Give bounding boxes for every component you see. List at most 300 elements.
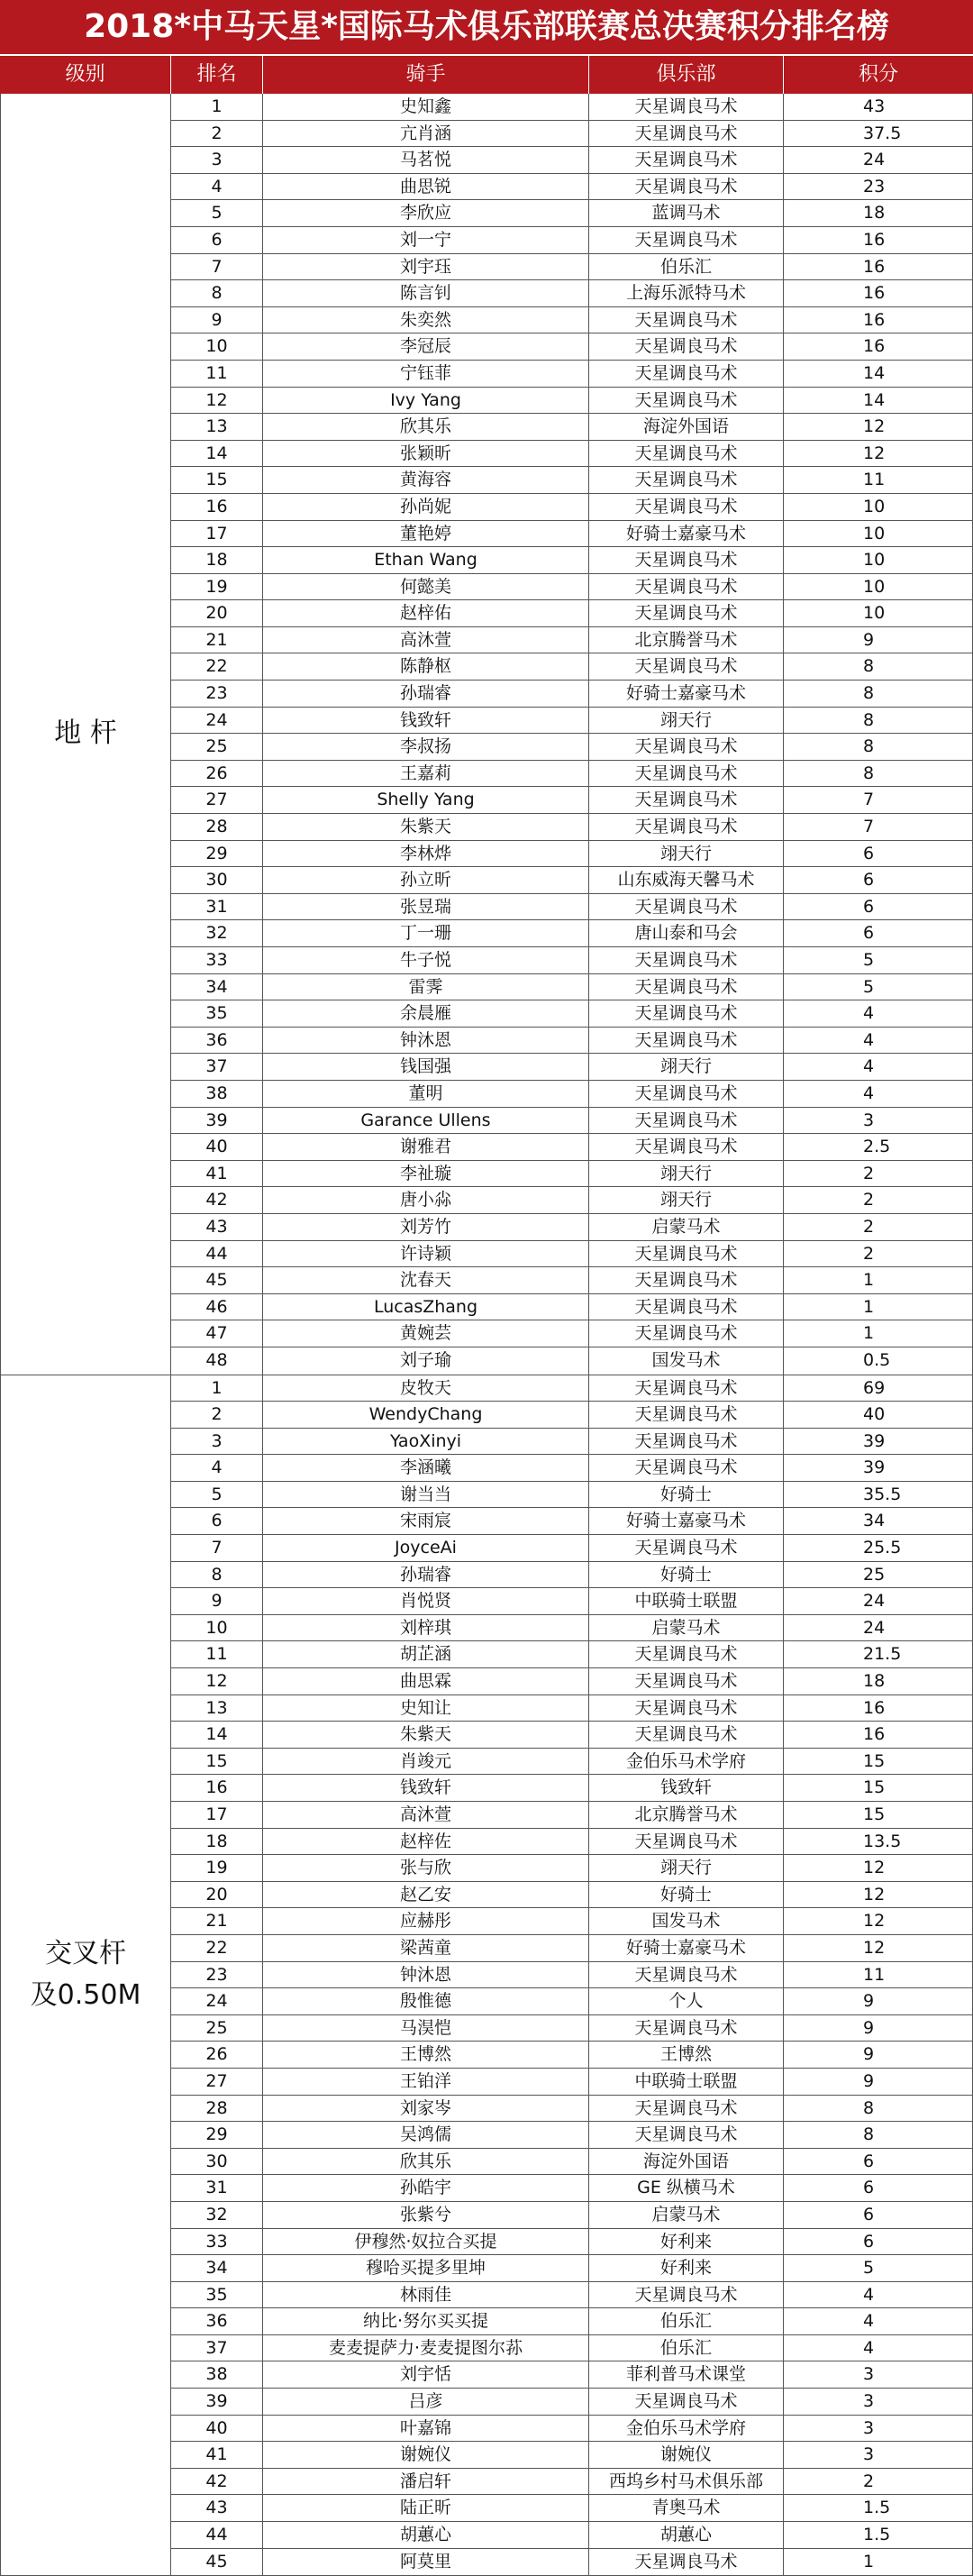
rank-cell: 31 [171, 894, 263, 920]
club-cell: 天星调良马术 [589, 1429, 784, 1455]
table-row [171, 1855, 973, 1882]
rank-cell: 36 [171, 2308, 263, 2334]
table-row [171, 94, 973, 121]
score-cell: 8 [784, 681, 973, 707]
club-cell: 天星调良马术 [589, 2549, 784, 2576]
club-cell: 蓝调马术 [589, 200, 784, 226]
table-row [171, 814, 973, 841]
table-row [171, 2416, 973, 2443]
club-cell: 天星调良马术 [589, 2389, 784, 2415]
score-cell: 4 [784, 2335, 973, 2361]
table-row [171, 280, 973, 307]
rider-cell: 李叔扬 [263, 734, 589, 760]
club-cell: 天星调良马术 [589, 1641, 784, 1667]
rank-cell: 47 [171, 1320, 263, 1347]
rider-cell: 刘宇珏 [263, 254, 589, 280]
rank-cell: 34 [171, 2255, 263, 2281]
table-row [171, 1988, 973, 2015]
club-cell: 好骑士嘉豪马术 [589, 1508, 784, 1534]
score-cell: 8 [784, 2096, 973, 2122]
table-row [171, 521, 973, 548]
score-cell: 6 [784, 2202, 973, 2228]
rank-cell: 1 [171, 94, 263, 120]
rank-cell: 39 [171, 2389, 263, 2415]
ranking-table [0, 94, 973, 2576]
club-cell: 天星调良马术 [589, 227, 784, 253]
rank-cell: 44 [171, 2522, 263, 2548]
club-cell: 天星调良马术 [589, 467, 784, 493]
rank-cell: 35 [171, 1000, 263, 1027]
club-cell: 菲利普马术课堂 [589, 2361, 784, 2388]
rank-cell: 11 [171, 1641, 263, 1667]
club-cell: 好骑士嘉豪马术 [589, 521, 784, 547]
rider-cell: 张与欣 [263, 1855, 589, 1881]
club-cell: 天星调良马术 [589, 2015, 784, 2042]
score-cell: 6 [784, 2149, 973, 2175]
rider-cell: Shelly Yang [263, 787, 589, 813]
rank-cell: 1 [171, 1375, 263, 1402]
club-cell: 伯乐汇 [589, 2335, 784, 2361]
rank-cell: 13 [171, 1695, 263, 1722]
club-cell: 谢婉仪 [589, 2442, 784, 2468]
rider-cell: 李欣应 [263, 200, 589, 226]
rank-cell: 5 [171, 200, 263, 226]
rider-cell: 胡蕙心 [263, 2522, 589, 2548]
rider-cell: 纳比·努尔买买提 [263, 2308, 589, 2334]
table-row [171, 841, 973, 868]
club-cell: 西坞乡村马术俱乐部 [589, 2469, 784, 2495]
score-cell: 12 [784, 1935, 973, 1961]
rank-cell: 39 [171, 1108, 263, 1134]
club-cell: 天星调良马术 [589, 947, 784, 973]
rider-cell: 刘宇恬 [263, 2361, 589, 2388]
rider-cell: 王铂洋 [263, 2069, 589, 2095]
club-cell: 天星调良马术 [589, 2096, 784, 2122]
rider-cell: JoyceAi [263, 1535, 589, 1561]
rider-cell: 黄婉芸 [263, 1320, 589, 1347]
rank-cell: 14 [171, 1722, 263, 1748]
rank-cell: 45 [171, 2549, 263, 2576]
rider-cell: 王博然 [263, 2042, 589, 2068]
rank-cell: 2 [171, 1402, 263, 1428]
table-row [171, 2229, 973, 2256]
club-cell: 天星调良马术 [589, 814, 784, 840]
club-cell: 天星调良马术 [589, 1829, 784, 1855]
rank-cell: 44 [171, 1241, 263, 1267]
score-cell: 24 [784, 147, 973, 173]
rider-cell: 唐小尛 [263, 1187, 589, 1213]
score-cell: 9 [784, 2069, 973, 2095]
table-row [171, 974, 973, 1001]
score-cell: 10 [784, 600, 973, 626]
club-cell: 天星调良马术 [589, 974, 784, 1000]
club-cell: 好骑士 [589, 1882, 784, 1908]
score-cell: 2 [784, 1214, 973, 1240]
club-cell: 翊天行 [589, 1161, 784, 1187]
club-cell: 上海乐派特马术 [589, 280, 784, 306]
rider-cell: 李涵曦 [263, 1455, 589, 1481]
table-row [171, 200, 973, 227]
table-row [171, 1508, 973, 1535]
table-row [171, 2442, 973, 2469]
score-cell: 8 [784, 708, 973, 734]
table-row [171, 1668, 973, 1695]
rank-cell: 17 [171, 521, 263, 547]
score-cell: 3 [784, 1108, 973, 1134]
club-cell: 天星调良马术 [589, 734, 784, 760]
rider-cell: 高沐萱 [263, 1802, 589, 1828]
rank-cell: 29 [171, 2122, 263, 2148]
club-cell: 启蒙马术 [589, 2202, 784, 2228]
rider-cell: 谢婉仪 [263, 2442, 589, 2468]
header-club: 俱乐部 [589, 56, 784, 94]
club-cell: 山东威海天馨马术 [589, 867, 784, 893]
club-cell: 天星调良马术 [589, 94, 784, 120]
rank-cell: 9 [171, 307, 263, 333]
club-cell: 启蒙马术 [589, 1615, 784, 1641]
rank-cell: 32 [171, 920, 263, 946]
score-cell: 10 [784, 547, 973, 573]
score-cell: 21.5 [784, 1641, 973, 1667]
rider-cell: 孙立昕 [263, 867, 589, 893]
rank-cell: 42 [171, 1187, 263, 1213]
table-row [171, 1429, 973, 1456]
table-row [171, 894, 973, 921]
table-row [171, 2122, 973, 2149]
rank-cell: 28 [171, 814, 263, 840]
club-cell: 天星调良马术 [589, 174, 784, 200]
club-cell: 好利来 [589, 2229, 784, 2255]
rider-cell: 皮牧天 [263, 1375, 589, 1402]
score-cell: 12 [784, 441, 973, 467]
rank-cell: 21 [171, 627, 263, 653]
club-cell: 天星调良马术 [589, 1695, 784, 1722]
table-row [171, 361, 973, 388]
club-cell: 天星调良马术 [589, 894, 784, 920]
rider-cell: 马淏恺 [263, 2015, 589, 2042]
header-level: 级别 [0, 56, 171, 94]
score-cell: 10 [784, 494, 973, 520]
club-cell: 海淀外国语 [589, 2149, 784, 2175]
rider-cell: 谢当当 [263, 1482, 589, 1508]
rank-cell: 24 [171, 1988, 263, 2014]
score-cell: 35.5 [784, 1482, 973, 1508]
rider-cell: 陈言钊 [263, 280, 589, 306]
rider-cell: 雷霁 [263, 974, 589, 1000]
score-cell: 8 [784, 734, 973, 760]
club-cell: 天星调良马术 [589, 147, 784, 173]
score-cell: 16 [784, 307, 973, 333]
rank-cell: 27 [171, 787, 263, 813]
rank-cell: 40 [171, 1134, 263, 1160]
header-score: 积分 [784, 56, 973, 94]
rank-cell: 26 [171, 2042, 263, 2068]
rider-cell: 朱紫天 [263, 814, 589, 840]
score-cell: 15 [784, 1749, 973, 1775]
rank-cell: 36 [171, 1028, 263, 1054]
table-row [171, 2308, 973, 2335]
rider-cell: 宁钰菲 [263, 361, 589, 387]
score-cell: 12 [784, 1882, 973, 1908]
score-cell: 39 [784, 1429, 973, 1455]
rank-cell: 43 [171, 1214, 263, 1240]
rider-cell: 麦麦提萨力·麦麦提图尔荪 [263, 2335, 589, 2361]
rider-cell: LucasZhang [263, 1294, 589, 1320]
table-row [171, 2255, 973, 2282]
rider-cell: 朱奕然 [263, 307, 589, 333]
rank-cell: 9 [171, 1588, 263, 1614]
club-cell: 天星调良马术 [589, 1294, 784, 1320]
table-row [171, 147, 973, 174]
rider-cell: 亢肖涵 [263, 121, 589, 147]
score-cell: 4 [784, 1054, 973, 1080]
rider-cell: 钟沐恩 [263, 1028, 589, 1054]
table-row [171, 1908, 973, 1935]
table-row [171, 1134, 973, 1161]
rank-cell: 21 [171, 1908, 263, 1934]
rider-cell: 张昱瑞 [263, 894, 589, 920]
score-cell: 1.5 [784, 2522, 973, 2548]
rank-cell: 20 [171, 1882, 263, 1908]
score-cell: 7 [784, 787, 973, 813]
score-cell: 8 [784, 653, 973, 680]
rank-cell: 30 [171, 867, 263, 893]
club-cell: 翊天行 [589, 1855, 784, 1881]
rider-cell: 肖悦贤 [263, 1588, 589, 1614]
table-row [171, 681, 973, 708]
score-cell: 9 [784, 1988, 973, 2014]
club-cell: 北京腾誉马术 [589, 1802, 784, 1828]
score-cell: 8 [784, 2122, 973, 2148]
rank-cell: 37 [171, 1054, 263, 1080]
table-row [171, 227, 973, 254]
score-cell: 2 [784, 1241, 973, 1267]
score-cell: 4 [784, 2308, 973, 2334]
rank-cell: 25 [171, 734, 263, 760]
table-row [171, 1267, 973, 1294]
table-row [171, 1482, 973, 1509]
rank-cell: 3 [171, 147, 263, 173]
score-cell: 11 [784, 1962, 973, 1988]
rider-cell: 阿莫里 [263, 2549, 589, 2576]
rank-cell: 22 [171, 1935, 263, 1961]
table-row [171, 761, 973, 788]
score-cell: 18 [784, 200, 973, 226]
table-row [171, 1161, 973, 1188]
club-cell: 翊天行 [589, 1187, 784, 1213]
rank-cell: 23 [171, 1962, 263, 1988]
rider-cell: 高沐萱 [263, 627, 589, 653]
rank-cell: 28 [171, 2096, 263, 2122]
rider-cell: 史知鑫 [263, 94, 589, 120]
rank-cell: 7 [171, 254, 263, 280]
rank-cell: 12 [171, 388, 263, 414]
score-cell: 1 [784, 1294, 973, 1320]
table-row [171, 2149, 973, 2176]
rider-cell: 谢雅君 [263, 1134, 589, 1160]
table-row [171, 2096, 973, 2123]
club-cell: 天星调良马术 [589, 1000, 784, 1027]
group-rows [171, 1375, 973, 2576]
rider-cell: 史知让 [263, 1695, 589, 1722]
table-row [171, 388, 973, 415]
score-cell: 10 [784, 574, 973, 600]
rider-cell: 刘芳竹 [263, 1214, 589, 1240]
rank-cell: 8 [171, 280, 263, 306]
rank-cell: 6 [171, 227, 263, 253]
rider-cell: 赵乙安 [263, 1882, 589, 1908]
score-cell: 4 [784, 2282, 973, 2308]
rank-cell: 29 [171, 841, 263, 867]
club-cell: 天星调良马术 [589, 1134, 784, 1160]
table-row [171, 2042, 973, 2069]
rider-cell: 董明 [263, 1081, 589, 1107]
rider-cell: 余晨雁 [263, 1000, 589, 1027]
score-cell: 16 [784, 280, 973, 306]
club-cell: 国发马术 [589, 1347, 784, 1375]
rider-cell: 黄海容 [263, 467, 589, 493]
rank-cell: 34 [171, 974, 263, 1000]
score-cell: 13.5 [784, 1829, 973, 1855]
club-cell: 好利来 [589, 2255, 784, 2281]
rank-cell: 19 [171, 1855, 263, 1881]
club-cell: 伯乐汇 [589, 2308, 784, 2334]
table-row [171, 947, 973, 974]
score-cell: 25 [784, 1562, 973, 1588]
rider-cell: 欣其乐 [263, 414, 589, 440]
club-cell: 伯乐汇 [589, 254, 784, 280]
score-cell: 1 [784, 1320, 973, 1347]
rank-cell: 15 [171, 467, 263, 493]
score-cell: 24 [784, 1615, 973, 1641]
score-cell: 6 [784, 841, 973, 867]
group-rows [171, 94, 973, 1375]
rider-cell: 孙皓宇 [263, 2175, 589, 2201]
rider-cell: 潘启轩 [263, 2469, 589, 2495]
rank-cell: 2 [171, 121, 263, 147]
rank-cell: 41 [171, 2442, 263, 2468]
score-cell: 5 [784, 947, 973, 973]
rank-cell: 27 [171, 2069, 263, 2095]
rank-cell: 33 [171, 947, 263, 973]
club-cell: 启蒙马术 [589, 1214, 784, 1240]
table-row [171, 1455, 973, 1482]
club-cell: 天星调良马术 [589, 1535, 784, 1561]
rank-cell: 25 [171, 2015, 263, 2042]
rank-cell: 33 [171, 2229, 263, 2255]
rank-cell: 11 [171, 361, 263, 387]
rank-cell: 38 [171, 1081, 263, 1107]
rider-cell: 钱致轩 [263, 1775, 589, 1801]
rider-cell: 张颖昕 [263, 441, 589, 467]
table-row [171, 121, 973, 148]
score-cell: 69 [784, 1375, 973, 1402]
rank-cell: 20 [171, 600, 263, 626]
score-cell: 16 [784, 227, 973, 253]
club-cell: 天星调良马术 [589, 388, 784, 414]
table-row [171, 441, 973, 468]
rank-cell: 5 [171, 1482, 263, 1508]
rider-cell: 董艳婷 [263, 521, 589, 547]
score-cell: 4 [784, 1000, 973, 1027]
rider-cell: 刘家岑 [263, 2096, 589, 2122]
table-row [171, 1241, 973, 1268]
table-row [171, 1749, 973, 1776]
table-row [171, 920, 973, 947]
rider-cell: 胡芷涵 [263, 1641, 589, 1667]
club-cell: 中联骑士联盟 [589, 2069, 784, 2095]
score-cell: 3 [784, 2442, 973, 2468]
club-cell: 天星调良马术 [589, 1108, 784, 1134]
rider-cell: 伊穆然·奴拉合买提 [263, 2229, 589, 2255]
club-cell: 天星调良马术 [589, 333, 784, 360]
club-cell: 天星调良马术 [589, 1081, 784, 1107]
table-row [171, 708, 973, 735]
rank-cell: 48 [171, 1347, 263, 1375]
rank-cell: 16 [171, 1775, 263, 1801]
rank-cell: 3 [171, 1429, 263, 1455]
table-row [171, 653, 973, 681]
club-cell: 天星调良马术 [589, 547, 784, 573]
score-cell: 43 [784, 94, 973, 120]
club-cell: 天星调良马术 [589, 361, 784, 387]
group-level-label: 地 杆 [0, 94, 171, 1375]
group-level-label: 交叉杆 及0.50M [0, 1375, 171, 2576]
table-row [171, 2549, 973, 2576]
table-row [171, 1402, 973, 1429]
table-row [171, 1615, 973, 1642]
rider-cell: 刘一宁 [263, 227, 589, 253]
table-row [171, 574, 973, 601]
score-cell: 16 [784, 333, 973, 360]
rank-cell: 14 [171, 441, 263, 467]
table-row [171, 1962, 973, 1989]
rider-cell: 钟沐恩 [263, 1962, 589, 1988]
rider-cell: 穆哈买提多里坤 [263, 2255, 589, 2281]
rider-cell: 许诗颖 [263, 1241, 589, 1267]
club-cell: 天星调良马术 [589, 2282, 784, 2308]
club-cell: 天星调良马术 [589, 787, 784, 813]
rider-cell: YaoXinyi [263, 1429, 589, 1455]
rank-cell: 15 [171, 1749, 263, 1775]
score-cell: 2 [784, 1161, 973, 1187]
club-cell: GE 纵横马术 [589, 2175, 784, 2201]
club-cell: 青奥马术 [589, 2495, 784, 2521]
rank-cell: 41 [171, 1161, 263, 1187]
table-row [171, 2282, 973, 2309]
club-cell: 天星调良马术 [589, 1668, 784, 1694]
club-cell: 中联骑士联盟 [589, 1588, 784, 1614]
rider-cell: 沈春天 [263, 1267, 589, 1293]
score-cell: 6 [784, 867, 973, 893]
score-cell: 1 [784, 2549, 973, 2576]
club-cell: 天星调良马术 [589, 1455, 784, 1481]
table-row [171, 1054, 973, 1081]
club-cell: 好骑士嘉豪马术 [589, 681, 784, 707]
club-cell: 钱致轩 [589, 1775, 784, 1801]
score-cell: 25.5 [784, 1535, 973, 1561]
table-row [171, 1775, 973, 1802]
club-cell: 天星调良马术 [589, 1241, 784, 1267]
rider-cell: 欣其乐 [263, 2149, 589, 2175]
table-row [171, 2015, 973, 2042]
table-row [171, 2175, 973, 2202]
rank-cell: 35 [171, 2282, 263, 2308]
rider-cell: 殷惟德 [263, 1988, 589, 2014]
rank-cell: 12 [171, 1668, 263, 1694]
rank-cell: 31 [171, 2175, 263, 2201]
score-cell: 7 [784, 814, 973, 840]
